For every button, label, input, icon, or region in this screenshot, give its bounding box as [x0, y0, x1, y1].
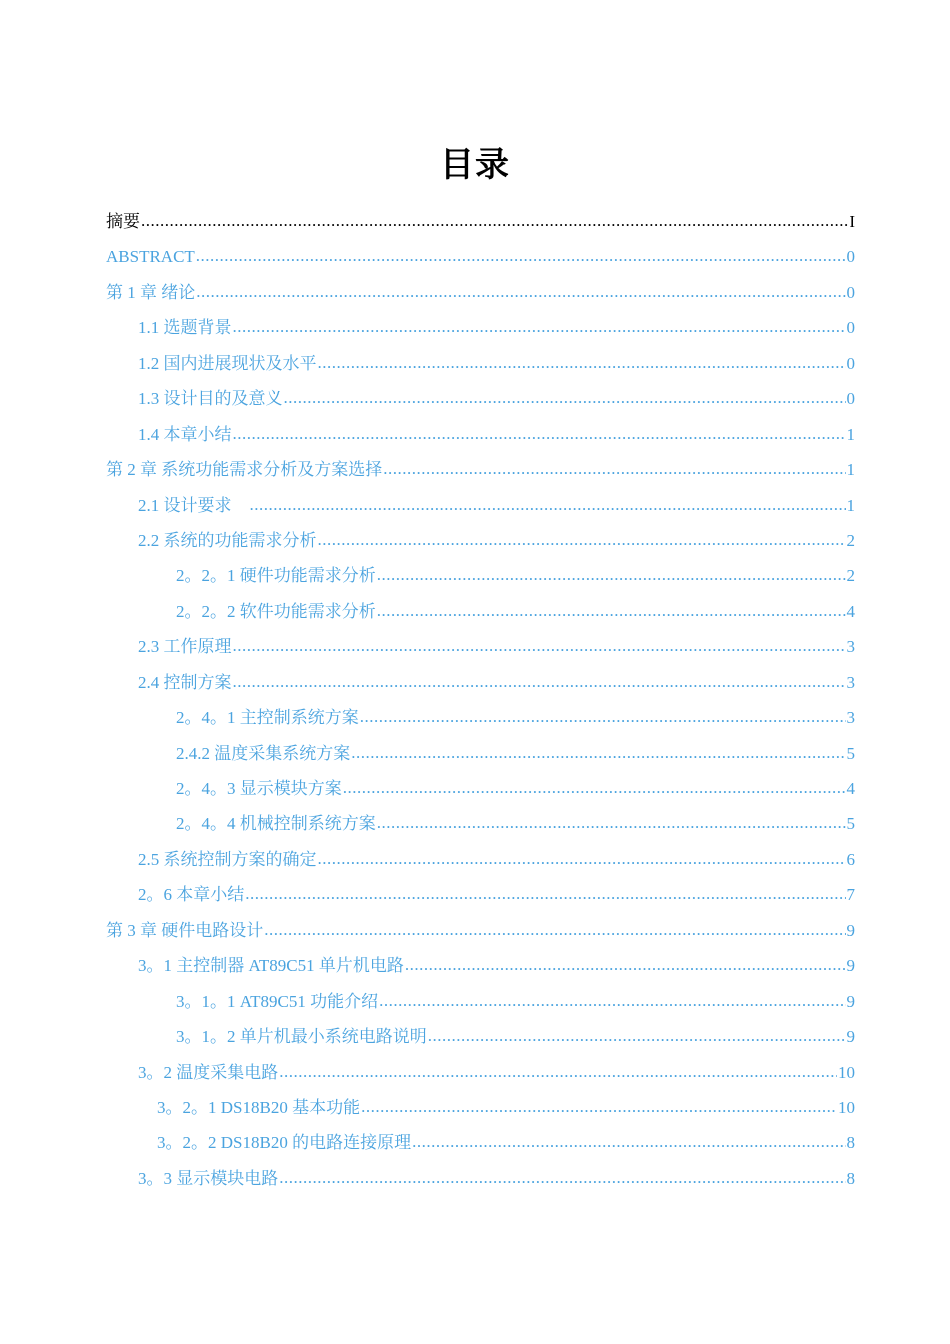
toc-entry-label: 2.5 系统控制方案的确定: [138, 849, 317, 869]
toc-entry[interactable]: [106, 1019, 855, 1054]
toc-entry-label: 2.4.2 温度采集系统方案: [176, 743, 351, 763]
dot-leader: [196, 274, 845, 309]
toc-entry[interactable]: [106, 523, 855, 558]
toc-entry-label: 3。2。1 DS18B20 基本功能: [157, 1097, 361, 1117]
toc-entry[interactable]: [106, 452, 855, 487]
toc-page-number: 4: [846, 601, 855, 621]
toc-entry-label: 1.1 选题背景: [138, 318, 232, 338]
dot-leader: [377, 557, 846, 592]
toc-entry[interactable]: [106, 488, 855, 523]
toc-entry-label: 2。4。1 主控制系统方案: [176, 708, 359, 728]
toc-page-number: 1: [846, 424, 855, 444]
toc-entry-label: 2.2 系统的功能需求分析: [138, 530, 317, 550]
toc-entry[interactable]: [106, 948, 855, 983]
toc-entry-label: 第 2 章 系统功能需求分析及方案选择: [106, 460, 383, 480]
toc-entry[interactable]: [106, 700, 855, 735]
toc-page-number: 9: [846, 920, 855, 940]
toc-entry-label: 3。1 主控制器 AT89C51 单片机电路: [138, 956, 404, 976]
toc-entry[interactable]: [106, 771, 855, 806]
toc-page-number: 0: [846, 353, 855, 373]
toc-entry[interactable]: [106, 842, 855, 877]
toc-entry[interactable]: [106, 275, 855, 310]
toc-entry[interactable]: [106, 877, 855, 912]
dot-leader: [377, 593, 846, 628]
toc-entry[interactable]: [106, 806, 855, 841]
toc-page-number: 1: [846, 495, 855, 515]
toc-entry[interactable]: [106, 204, 855, 239]
toc-entry-label: 2。2。1 硬件功能需求分析: [176, 566, 376, 586]
toc-entry[interactable]: [106, 736, 855, 771]
dot-leader: [383, 451, 845, 486]
toc-entry-label: 2.4 控制方案: [138, 672, 232, 692]
dot-leader: [233, 664, 846, 699]
toc-entry[interactable]: [106, 381, 855, 416]
dot-leader: [351, 735, 845, 770]
toc-entry-label: 2。4。3 显示模块方案: [176, 779, 342, 798]
toc-page-number: 0: [846, 318, 855, 338]
dot-leader: [412, 1124, 845, 1159]
toc-entry-label: 2。2。2 软件功能需求分析: [176, 601, 376, 621]
toc-entry-label: 3。2。2 DS18B20 的电路连接原理: [157, 1133, 412, 1153]
dot-leader: [233, 416, 846, 451]
toc-entry-label: 1.2 国内进展现状及水平: [138, 353, 317, 373]
toc-entry[interactable]: [106, 629, 855, 664]
toc-page-number: I: [849, 212, 855, 231]
dot-leader: [405, 947, 846, 982]
toc-page-number: 0: [846, 389, 855, 409]
toc-page-number: 3: [846, 672, 855, 692]
dot-leader: [196, 238, 846, 273]
dot-leader: [361, 1089, 837, 1124]
toc-page-number: 10: [838, 1062, 855, 1082]
toc-page-number: 0: [846, 247, 855, 267]
toc-entry-label: ABSTRACT: [106, 247, 195, 267]
toc-entry[interactable]: [106, 1125, 855, 1160]
toc-entry-label: 3。1。1 AT89C51 功能介绍: [176, 991, 379, 1011]
dot-leader: [318, 841, 846, 876]
toc-page-number: 10: [838, 1097, 855, 1117]
toc-page-number: 5: [846, 743, 855, 763]
toc-entry[interactable]: [106, 310, 855, 345]
toc-entry[interactable]: [106, 346, 855, 381]
dot-leader: [284, 380, 846, 415]
toc-page-number: 8: [846, 1168, 855, 1188]
toc-page-number: 9: [846, 956, 855, 976]
dot-leader: [318, 345, 846, 380]
table-of-contents: [106, 204, 855, 1196]
dot-leader: [279, 1054, 837, 1089]
dot-leader: [377, 805, 846, 840]
toc-entry[interactable]: [106, 1161, 855, 1196]
page-title: 目录: [440, 145, 510, 185]
toc-entry-label: 1.3 设计目的及意义: [138, 389, 283, 409]
dot-leader: [233, 628, 846, 663]
toc-entry-label: 2.1 设计要求: [138, 495, 249, 515]
dot-leader: [250, 487, 846, 522]
toc-page-number: 1: [846, 460, 855, 480]
toc-page-number: 2: [846, 566, 855, 586]
toc-entry-label: 2。4。4 机械控制系统方案: [176, 814, 376, 834]
toc-entry-label: 第 1 章 绪论: [106, 282, 196, 302]
dot-leader: [343, 770, 846, 805]
dot-leader: [264, 912, 845, 947]
toc-entry[interactable]: [106, 417, 855, 452]
toc-page-number: 7: [846, 885, 855, 905]
toc-entry[interactable]: [106, 239, 855, 274]
toc-page-number: 5: [846, 814, 855, 834]
toc-entry-label: 第 3 章 硬件电路设计: [106, 920, 264, 940]
dot-leader: [318, 522, 846, 557]
dot-leader: [233, 309, 846, 344]
toc-page-number: 6: [846, 849, 855, 869]
dot-leader: [141, 203, 848, 238]
toc-page-number: 3: [846, 708, 855, 728]
toc-entry-label: 2。6 本章小结: [138, 885, 245, 905]
dot-leader: [428, 1018, 846, 1053]
toc-page-number: 0: [846, 282, 855, 302]
toc-page-number: 4: [846, 779, 855, 798]
toc-page-number: 8: [846, 1133, 855, 1153]
toc-page-number: 9: [846, 991, 855, 1011]
toc-entry-label: 摘要: [106, 212, 140, 231]
dot-leader: [360, 699, 846, 734]
dot-leader: [245, 876, 845, 911]
toc-page-number: 9: [846, 1027, 855, 1047]
toc-entry-label: 3。1。2 单片机最小系统电路说明: [176, 1027, 427, 1047]
toc-entry-label: 2.3 工作原理: [138, 637, 232, 657]
dot-leader: [379, 983, 845, 1018]
toc-entry[interactable]: [106, 1055, 855, 1090]
dot-leader: [279, 1160, 845, 1195]
toc-page-number: 3: [846, 637, 855, 657]
toc-entry-label: 3。2 温度采集电路: [138, 1062, 279, 1082]
toc-entry[interactable]: [106, 1090, 855, 1125]
toc-entry-label: 1.4 本章小结: [138, 424, 232, 444]
toc-entry[interactable]: [106, 558, 855, 593]
toc-entry[interactable]: [106, 594, 855, 629]
toc-entry-label: 3。3 显示模块电路: [138, 1168, 279, 1188]
toc-entry[interactable]: [106, 913, 855, 948]
toc-entry[interactable]: [106, 984, 855, 1019]
toc-entry[interactable]: [106, 665, 855, 700]
toc-page-number: 2: [846, 530, 855, 550]
